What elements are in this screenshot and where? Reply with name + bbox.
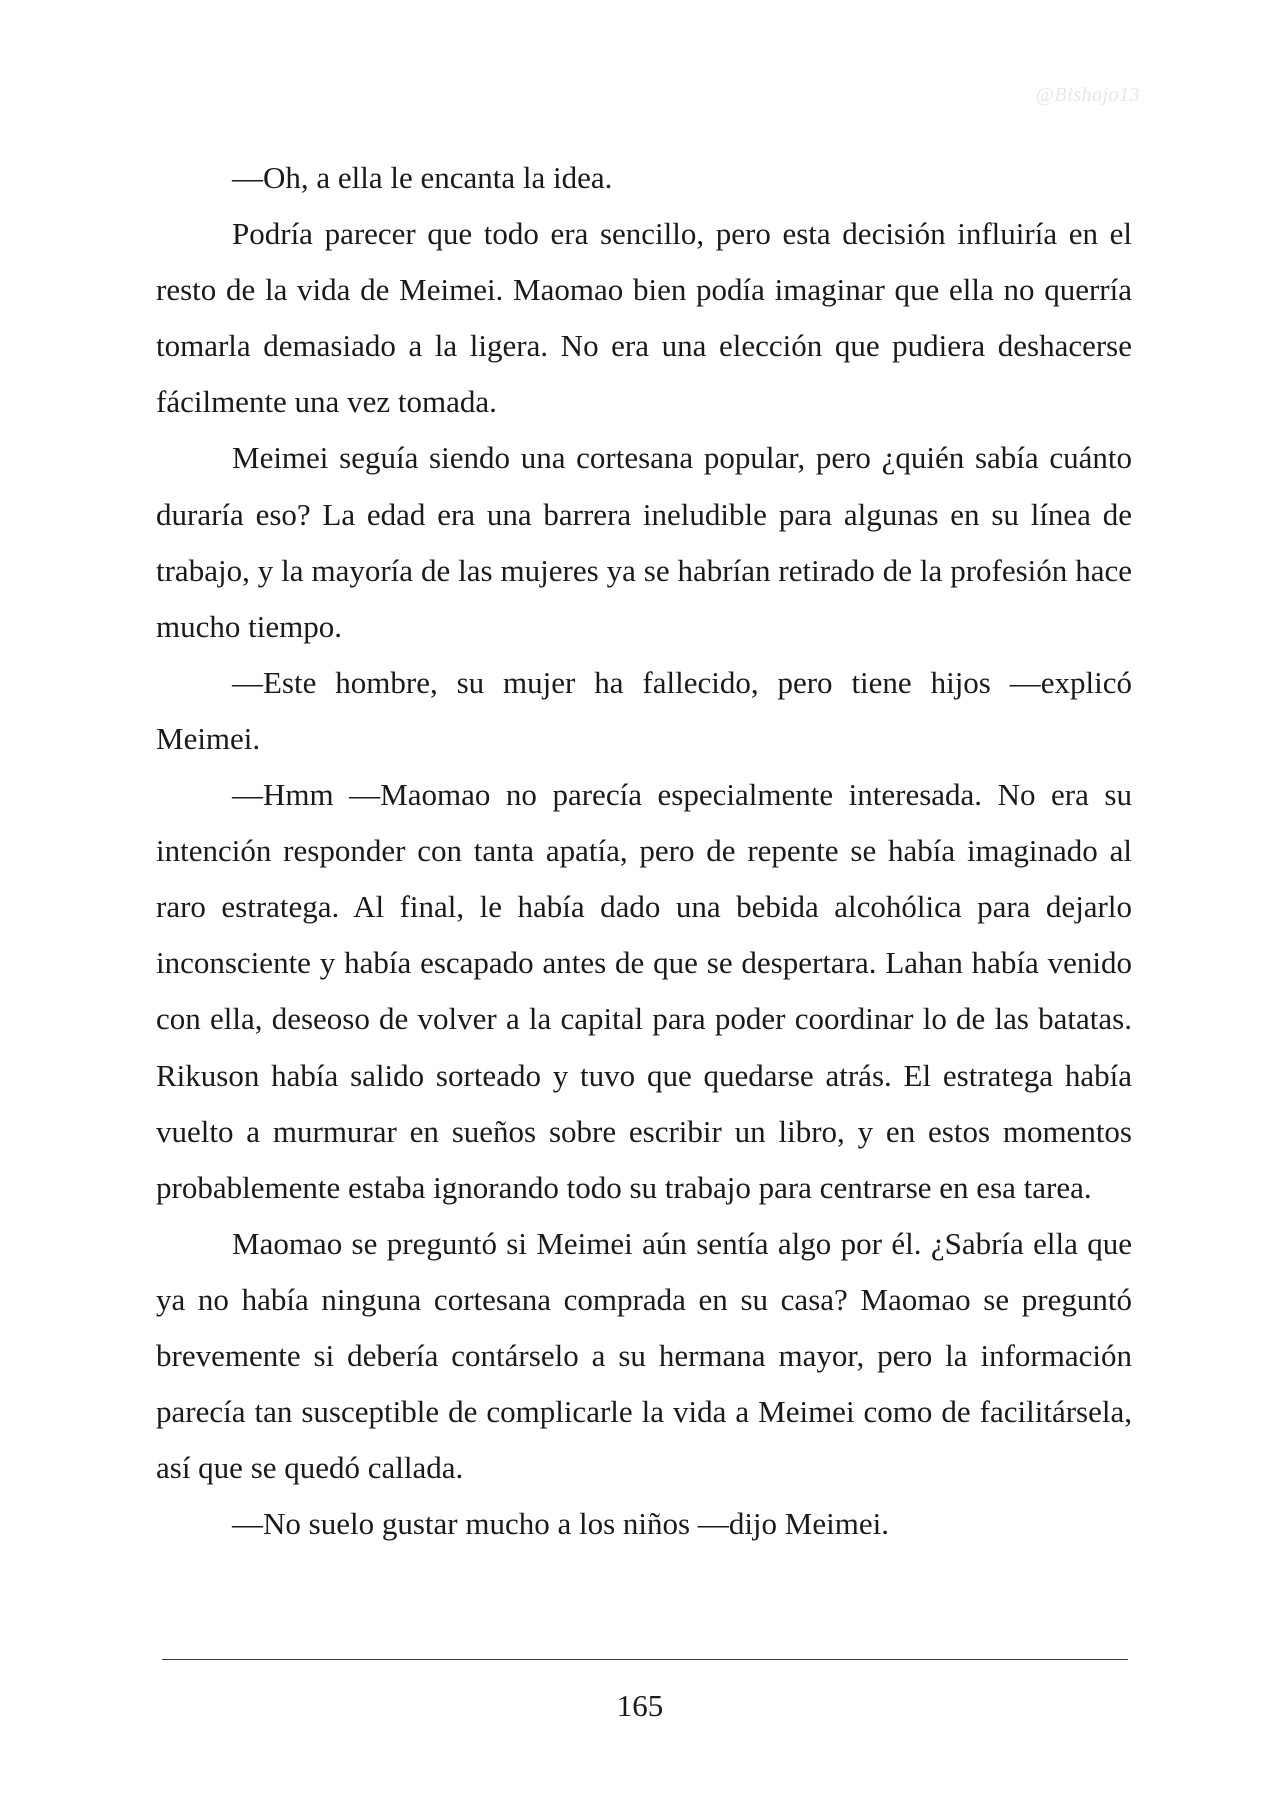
paragraph: —No suelo gustar mucho a los niños —dijo Meimei.: [232, 1506, 889, 1542]
paragraph: —Oh, a ella le encanta la idea.: [232, 160, 613, 195]
paragraph: —Hmm —Maomao no parecía especialmente interesada. No era su intención responder con tanta apatía, pero de repente se había imaginado al raro estratega. Al final, le había dado una bebida alcohólica para dejarlo inconsciente y había escapado antes de que se despertara. Lahan había venido con ella, deseoso de volver a la capital para poder coordinar lo de las batatas. Rikuson había salido sorteado y tuvo que quedarse atrás. El estratega había vuelto a murmurar en sueños sobre escribir un libro, y en estos momentos probablemente estaba ignorando todo su trabajo para centrarse en esa tarea.: [156, 777, 1132, 1205]
paragraph: —Este hombre, su mujer ha fallecido, pero tiene hijos —explicó Meimei.: [156, 664, 1132, 756]
text-body: [156, 150, 1132, 1552]
paragraph: Podría parecer que todo era sencillo, pero esta decisión influiría en el resto de la vida de Meimei. Maomao bien podía imaginar que ella no querría tomarla demasiado a la ligera. No era una elección que pudiera deshacerse fácilmente una vez tomada.: [156, 216, 1132, 420]
paragraph: Maomao se preguntó si Meimei aún sentía algo por él. ¿Sabría ella que ya no había ninguna cortesana comprada en su casa? Maomao se preguntó brevemente si debería contárselo a su hermana mayor, pero la información parecía tan susceptible de complicarle la vida a Meimei como de facilitársela, así que se quedó callada.: [156, 1225, 1132, 1486]
page-number: 165: [616, 1688, 664, 1723]
footer-rule: [162, 1659, 1128, 1660]
watermark: @Bishojo13: [1035, 84, 1140, 106]
paragraph: Meimei seguía siendo una cortesana popular, pero ¿quién sabía cuánto duraría eso? La edad era una barrera ineludible para algunas en su línea de trabajo, y la mayoría de las mujeres ya se habrían retirado de la profesión hace mucho tiempo.: [156, 440, 1132, 644]
